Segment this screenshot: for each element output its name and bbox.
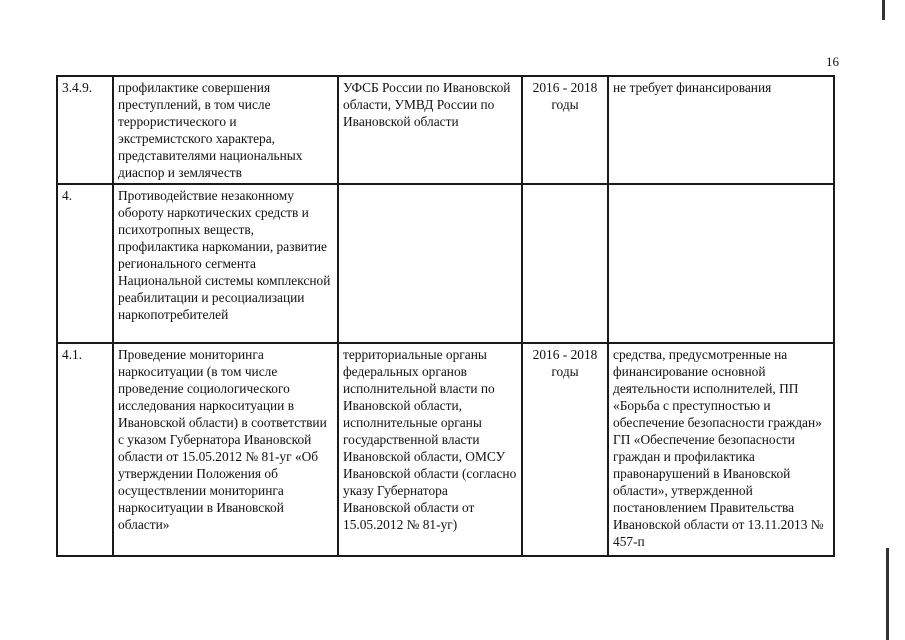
item-number-cell: 4.1. (57, 343, 113, 556)
table-row (57, 184, 834, 343)
table-row (57, 343, 834, 556)
term-cell: 2016 - 2018 годы (522, 343, 608, 556)
scan-edge-mark-bottom (886, 548, 889, 640)
executors-cell: УФСБ России по Ивановской области, УМВД России по Ивановской области (338, 76, 522, 184)
financing-cell: не требует финансирования (608, 76, 834, 184)
table-row (57, 76, 834, 184)
measures-table (56, 75, 835, 557)
term-cell: 2016 - 2018 годы (522, 76, 608, 184)
page-number: 16 (826, 54, 839, 69)
item-number-cell: 3.4.9. (57, 76, 113, 184)
executors-cell: территориальные органы федеральных органов исполнительной власти по Ивановской области, исполнительные органы государственной власти Ивановской области, ОМСУ Ивановской области (согласно указу Губернатора Ивановской области от 15.05.2012 № 81-уг) (338, 343, 522, 556)
measure-description-cell: Проведение мониторинга наркоситуации (в том числе проведение социологического исследования наркоситуации в Ивановской области) в соответствии с указом Губернатора Ивановской области от 15.05.2012 № 81-уг «Об утверждении Положения об осуществлении мониторинга наркоситуации в Ивановской области» (113, 343, 338, 556)
measure-description-cell: Противодействие незаконному обороту наркотических средств и психотропных веществ, профилактика наркомании, развитие регионального сегмента Национальной системы комплексной реабилитации и ресоциализации наркопотребителей (113, 184, 338, 343)
term-cell (522, 184, 608, 343)
scan-edge-mark-top (882, 0, 885, 20)
item-number-cell: 4. (57, 184, 113, 343)
financing-cell: средства, предусмотренные на финансирование основной деятельности исполнителей, ПП «Борьба с преступностью и обеспечение безопасности граждан» ГП «Обеспечение безопасности граждан и профилактика правонарушений в Ивановской области», утвержденной постановлением Правительства Ивановской области от 13.11.2013 № 457-п (608, 343, 834, 556)
executors-cell (338, 184, 522, 343)
financing-cell (608, 184, 834, 343)
measure-description-cell: профилактике совершения преступлений, в том числе террористического и экстремистского характера, представителями национальных диаспор и землячеств (113, 76, 338, 184)
